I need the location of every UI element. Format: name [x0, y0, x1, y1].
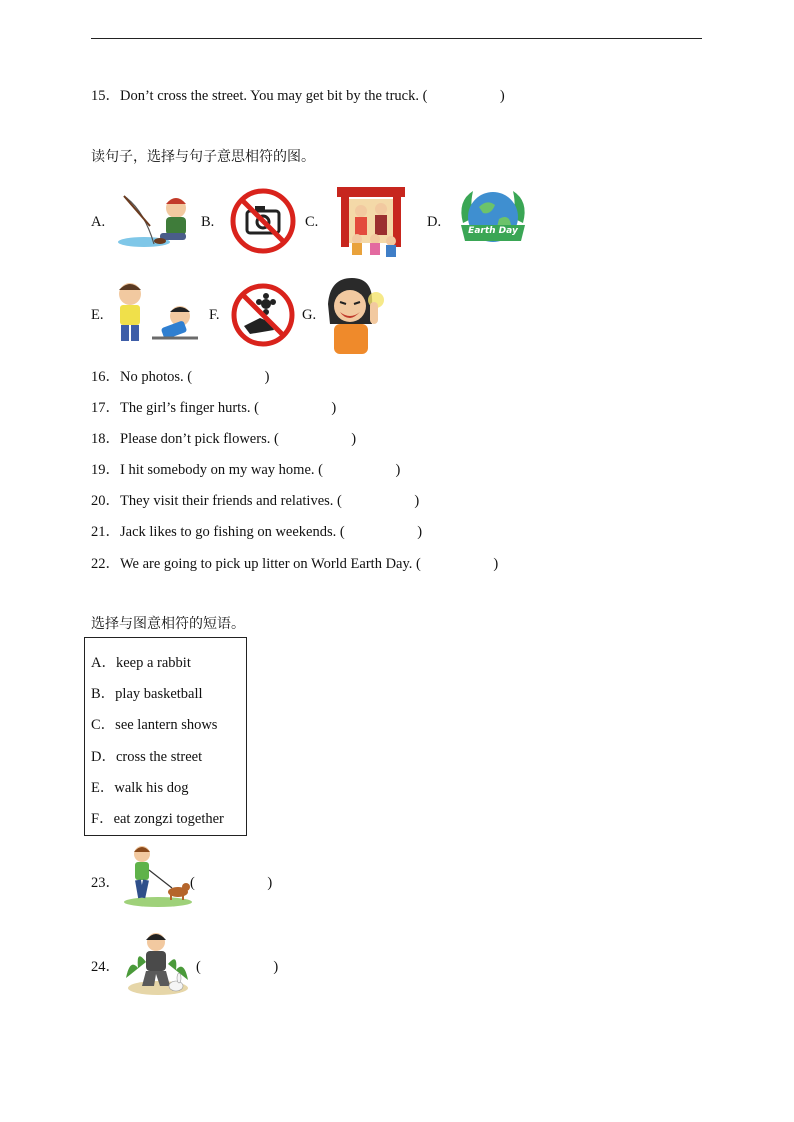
option-c-label: C. [305, 214, 319, 230]
question-24-blank[interactable]: ( ) [196, 959, 279, 975]
option-d-label: D. [427, 214, 442, 230]
question-19: 19．I hit somebody on my way home. ( ) [91, 462, 401, 478]
section-1-instruction: 读句子，选择与句子意思相符的图。 [91, 149, 315, 165]
fishing-boy-icon [114, 190, 192, 250]
question-23-blank[interactable]: ( ) [190, 875, 273, 891]
boy-hit-bike-icon [108, 280, 204, 348]
question-23-number: 23． [91, 875, 120, 891]
choice-e: E．walk his dog [91, 780, 189, 796]
earth-day-text: Earth Day [468, 226, 518, 236]
choice-d: D．cross the street [91, 749, 203, 765]
option-f-label: F. [209, 307, 220, 323]
option-a-label: A. [91, 214, 106, 230]
no-pick-flowers-sign-icon [230, 282, 296, 348]
question-15: 15．Don’t cross the street. You may get bit by the truck. ( ) [91, 88, 505, 104]
choice-c: C．see lantern shows [91, 717, 218, 733]
choice-a: A．keep a rabbit [91, 655, 191, 671]
option-e-label: E. [91, 307, 104, 323]
question-16: 16．No photos. ( ) [91, 369, 270, 385]
option-b-label: B. [201, 214, 215, 230]
question-20: 20．They visit their friends and relatives. ( ) [91, 493, 420, 509]
boy-walking-dog-icon [122, 844, 194, 908]
question-18: 18．Please don’t pick flowers. ( ) [91, 431, 357, 447]
choice-f: F．eat zongzi together [91, 811, 224, 827]
question-24-number: 24． [91, 959, 120, 975]
option-g-label: G. [302, 307, 317, 323]
family-visit-icon [331, 181, 411, 261]
header-rule [91, 38, 702, 39]
question-22: 22．We are going to pick up litter on World Earth Day. ( ) [91, 556, 499, 572]
crying-girl-finger-icon [326, 276, 386, 356]
question-21: 21．Jack likes to go fishing on weekends. ( ) [91, 524, 423, 540]
question-17: 17．The girl’s finger hurts. ( ) [91, 400, 337, 416]
no-photos-sign-icon [229, 187, 297, 255]
boy-with-rabbit-icon [124, 928, 190, 996]
earth-day-badge-icon [455, 183, 531, 255]
choice-b: B．play basketball [91, 686, 203, 702]
section-2-instruction: 选择与图意相符的短语。 [91, 616, 245, 632]
